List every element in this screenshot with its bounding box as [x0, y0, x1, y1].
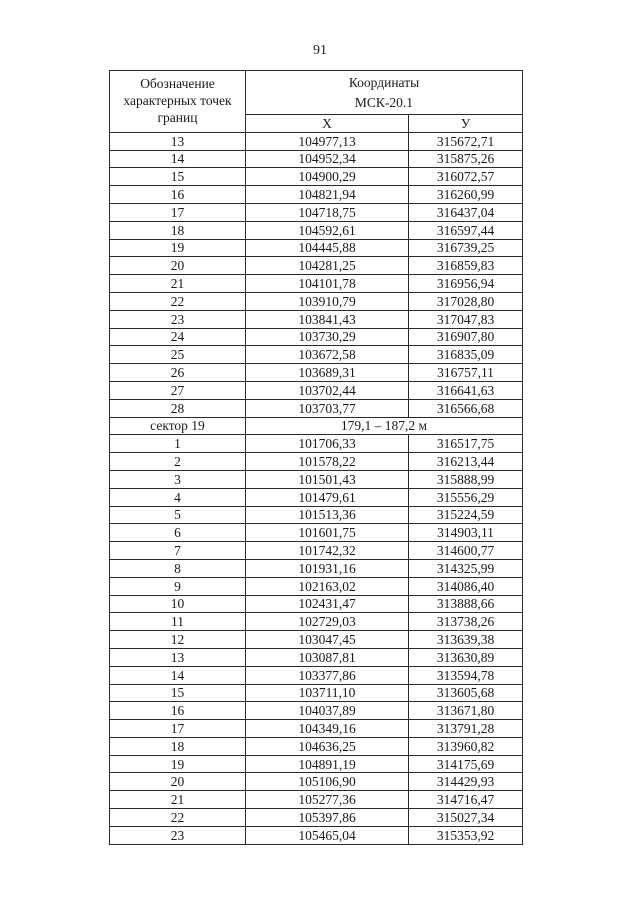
point-number: 14	[110, 666, 246, 684]
y-coordinate: 316260,99	[409, 186, 523, 204]
point-number: 9	[110, 577, 246, 595]
table-row	[110, 328, 523, 346]
point-number: 27	[110, 381, 246, 399]
table-row	[110, 755, 523, 773]
point-number: 17	[110, 203, 246, 221]
point-number: 5	[110, 506, 246, 524]
x-coordinate: 103702,44	[246, 381, 409, 399]
table-row	[110, 399, 523, 417]
table-row	[110, 346, 523, 364]
x-coordinate: 105465,04	[246, 826, 409, 844]
y-coordinate: 316907,80	[409, 328, 523, 346]
x-coordinate: 103841,43	[246, 310, 409, 328]
x-coordinate: 103910,79	[246, 292, 409, 310]
table-row	[110, 613, 523, 631]
x-coordinate: 102163,02	[246, 577, 409, 595]
table-row	[110, 648, 523, 666]
y-header: У	[409, 115, 523, 133]
y-coordinate: 314600,77	[409, 542, 523, 560]
y-coordinate: 313791,28	[409, 720, 523, 738]
y-coordinate: 313605,68	[409, 684, 523, 702]
x-coordinate: 103377,86	[246, 666, 409, 684]
point-number: 16	[110, 702, 246, 720]
table-row	[110, 364, 523, 382]
x-coordinate: 102729,03	[246, 613, 409, 631]
x-coordinate: 103047,45	[246, 631, 409, 649]
x-coordinate: 105106,90	[246, 773, 409, 791]
table-row	[110, 292, 523, 310]
x-coordinate: 104636,25	[246, 737, 409, 755]
x-coordinate: 104891,19	[246, 755, 409, 773]
point-number: 21	[110, 791, 246, 809]
y-coordinate: 315353,92	[409, 826, 523, 844]
y-coordinate: 316739,25	[409, 239, 523, 257]
x-coordinate: 103703,77	[246, 399, 409, 417]
y-coordinate: 313738,26	[409, 613, 523, 631]
coordinates-title: Координаты	[348, 74, 420, 90]
x-coordinate: 104445,88	[246, 239, 409, 257]
point-number: 19	[110, 755, 246, 773]
table-row	[110, 720, 523, 738]
x-coordinate: 103711,10	[246, 684, 409, 702]
point-number: 15	[110, 684, 246, 702]
x-coordinate: 105397,86	[246, 809, 409, 827]
coordinates-table	[109, 70, 523, 845]
y-coordinate: 315556,29	[409, 488, 523, 506]
y-coordinate: 313671,80	[409, 702, 523, 720]
y-coordinate: 316517,75	[409, 435, 523, 453]
table-row	[110, 203, 523, 221]
point-number: 21	[110, 275, 246, 293]
table-row	[110, 310, 523, 328]
y-coordinate: 314429,93	[409, 773, 523, 791]
point-number: 6	[110, 524, 246, 542]
x-coordinate: 101513,36	[246, 506, 409, 524]
x-coordinate: 102431,47	[246, 595, 409, 613]
sector-label: сектор 19	[110, 417, 246, 435]
x-coordinate: 104101,78	[246, 275, 409, 293]
table-row	[110, 168, 523, 186]
point-number: 22	[110, 292, 246, 310]
y-coordinate: 313639,38	[409, 631, 523, 649]
table-row	[110, 453, 523, 471]
sector-row	[110, 417, 523, 435]
y-coordinate: 313594,78	[409, 666, 523, 684]
point-number: 14	[110, 150, 246, 168]
y-coordinate: 315888,99	[409, 470, 523, 488]
point-number: 4	[110, 488, 246, 506]
point-number: 10	[110, 595, 246, 613]
point-number: 13	[110, 132, 246, 150]
table-row	[110, 435, 523, 453]
x-coordinate: 101742,32	[246, 542, 409, 560]
point-number: 24	[110, 328, 246, 346]
table-row	[110, 702, 523, 720]
y-coordinate: 314086,40	[409, 577, 523, 595]
y-coordinate: 316597,44	[409, 221, 523, 239]
x-coordinate: 101601,75	[246, 524, 409, 542]
table-row	[110, 631, 523, 649]
table-row	[110, 559, 523, 577]
x-coordinate: 104900,29	[246, 168, 409, 186]
x-coordinate: 104821,94	[246, 186, 409, 204]
x-coordinate: 103689,31	[246, 364, 409, 382]
point-number: 28	[110, 399, 246, 417]
y-coordinate: 316956,94	[409, 275, 523, 293]
y-coordinate: 316566,68	[409, 399, 523, 417]
y-coordinate: 314716,47	[409, 791, 523, 809]
point-number: 26	[110, 364, 246, 382]
table-row	[110, 666, 523, 684]
x-coordinate: 103087,81	[246, 648, 409, 666]
point-number: 7	[110, 542, 246, 560]
point-number: 15	[110, 168, 246, 186]
y-coordinate: 314175,69	[409, 755, 523, 773]
y-coordinate: 313888,66	[409, 595, 523, 613]
x-coordinate: 104977,13	[246, 132, 409, 150]
point-number: 13	[110, 648, 246, 666]
table-row	[110, 773, 523, 791]
point-number: 20	[110, 257, 246, 275]
table-row	[110, 275, 523, 293]
table-row	[110, 488, 523, 506]
point-number: 11	[110, 613, 246, 631]
point-number: 2	[110, 453, 246, 471]
table-row	[110, 577, 523, 595]
table-row	[110, 524, 523, 542]
y-coordinate: 313630,89	[409, 648, 523, 666]
sector-range: 179,1 – 187,2 м	[246, 417, 523, 435]
x-coordinate: 101479,61	[246, 488, 409, 506]
table-row	[110, 132, 523, 150]
y-coordinate: 316437,04	[409, 203, 523, 221]
x-coordinate: 104281,25	[246, 257, 409, 275]
x-header: Х	[246, 115, 409, 133]
table-row	[110, 470, 523, 488]
y-coordinate: 315027,34	[409, 809, 523, 827]
y-coordinate: 314903,11	[409, 524, 523, 542]
y-coordinate: 317047,83	[409, 310, 523, 328]
y-coordinate: 313960,82	[409, 737, 523, 755]
y-coordinate: 316213,44	[409, 453, 523, 471]
table-row	[110, 257, 523, 275]
table-row	[110, 684, 523, 702]
point-number: 19	[110, 239, 246, 257]
x-coordinate: 104718,75	[246, 203, 409, 221]
point-number: 25	[110, 346, 246, 364]
table-row	[110, 221, 523, 239]
table-row	[110, 826, 523, 844]
coordinates-header	[246, 71, 523, 115]
point-number: 18	[110, 221, 246, 239]
table-row	[110, 506, 523, 524]
table-row	[110, 595, 523, 613]
table-row	[110, 809, 523, 827]
table-row	[110, 791, 523, 809]
point-number: 8	[110, 559, 246, 577]
point-number: 12	[110, 631, 246, 649]
y-coordinate: 316641,63	[409, 381, 523, 399]
table-row	[110, 737, 523, 755]
x-coordinate: 104592,61	[246, 221, 409, 239]
y-coordinate: 316835,09	[409, 346, 523, 364]
table-row	[110, 186, 523, 204]
point-number: 17	[110, 720, 246, 738]
table-row	[110, 542, 523, 560]
point-number: 22	[110, 809, 246, 827]
point-number: 23	[110, 826, 246, 844]
x-coordinate: 104037,89	[246, 702, 409, 720]
point-number: 23	[110, 310, 246, 328]
point-number: 20	[110, 773, 246, 791]
table-row	[110, 150, 523, 168]
coordinate-system: МСК-20.1	[354, 94, 414, 110]
point-number: 3	[110, 470, 246, 488]
point-number: 18	[110, 737, 246, 755]
x-coordinate: 103672,58	[246, 346, 409, 364]
y-coordinate: 315224,59	[409, 506, 523, 524]
x-coordinate: 101931,16	[246, 559, 409, 577]
table-row	[110, 381, 523, 399]
point-label-header: Обозначение характерных точек границ	[110, 71, 246, 133]
table-row	[110, 239, 523, 257]
x-coordinate: 101501,43	[246, 470, 409, 488]
point-number: 1	[110, 435, 246, 453]
x-coordinate: 101578,22	[246, 453, 409, 471]
y-coordinate: 316757,11	[409, 364, 523, 382]
page-number: 91	[313, 43, 327, 58]
point-number: 16	[110, 186, 246, 204]
y-coordinate: 316859,83	[409, 257, 523, 275]
table-header-row	[110, 71, 523, 115]
y-coordinate: 314325,99	[409, 559, 523, 577]
x-coordinate: 105277,36	[246, 791, 409, 809]
y-coordinate: 315672,71	[409, 132, 523, 150]
x-coordinate: 103730,29	[246, 328, 409, 346]
y-coordinate: 316072,57	[409, 168, 523, 186]
x-coordinate: 104952,34	[246, 150, 409, 168]
y-coordinate: 317028,80	[409, 292, 523, 310]
y-coordinate: 315875,26	[409, 150, 523, 168]
x-coordinate: 101706,33	[246, 435, 409, 453]
x-coordinate: 104349,16	[246, 720, 409, 738]
